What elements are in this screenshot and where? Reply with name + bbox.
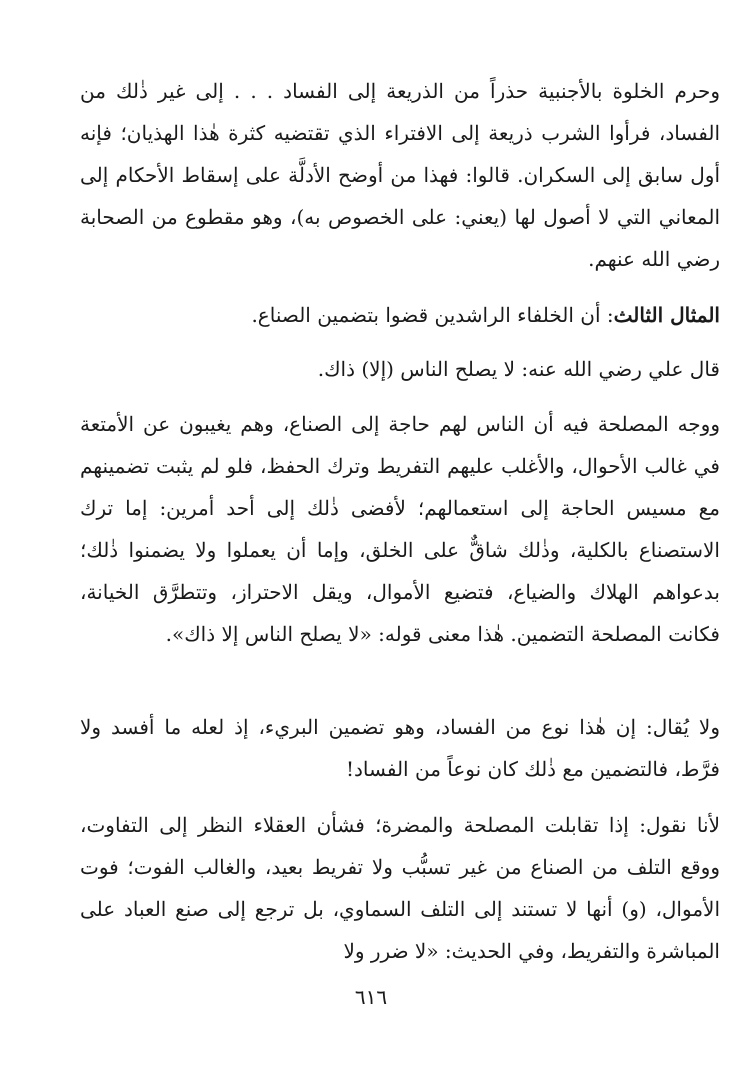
paragraph-ali-quote: قال علي رضي الله عنه: لا يصلح الناس (إلا) ذاك. xyxy=(317,357,720,381)
paragraph-third-example xyxy=(80,294,720,336)
paragraph-reasoning: ووجه المصلحة فيه أن الناس لهم حاجة إلى الصناع، وهم يغيبون عن الأمتعة في غالب الأحوال، والأغلب عليهم التفريط وترك الحفظ، فلو لم يثبت تضمينهم مع مسيس الحاجة إلى استعمالهم؛ لأفضى ذٰلك إلى أحد أمرين: إما ترك الاستصناع بالكلية، وذٰلك شاقٌّ على الخلق، وإما أن يعملوا ولا يضمنوا ذٰلك؛ بدعواهم الهلاك والضياع، فتضيع الأموال، ويقل الاحتراز، وتتطرَّق الخيانة، فكانت المصلحة التضمين. هٰذا معنى قوله: «لا يصلح الناس إلا ذاك». xyxy=(80,412,720,646)
third-example-heading: المثال الثالث xyxy=(613,303,720,327)
paragraph-intro: وحرم الخلوة بالأجنبية حذراً من الذريعة إلى الفساد . . . إلى غير ذٰلك من الفساد، فرأوا الشرب ذريعة إلى الافتراء الذي تقتضيه كثرة هٰذا الهذيان؛ فإنه أول سابق إلى السكران. قالوا: فهذا من أوضح الأدلَّة على إسقاط الأحكام إلى المعاني التي لا أصول لها (يعني: على الخصوص به)، وهو مقطوع من الصحابة رضي الله عنهم. xyxy=(80,79,721,271)
paragraph-objection: ولا يُقال: إن هٰذا نوع من الفساد، وهو تضمين البريء، إذ لعله ما أفسد ولا فرَّط، فالتضمين مع ذٰلك كان نوعاً من الفساد! xyxy=(80,715,720,781)
page-number: ٦١٦ xyxy=(354,985,388,1009)
paragraph-response: لأنا نقول: إذا تقابلت المصلحة والمضرة؛ فشأن العقلاء النظر إلى التفاوت، ووقع التلف من الصناع من غير تسبُّب ولا تفريط بعيد، والغالب الفوت؛ فوت الأموال، (و) أنها لا تستند إلى التلف السماوي، بل ترجع إلى صنع العباد على المباشرة والتفريط، وفي الحديث: «لا ضرر ولا xyxy=(80,813,720,963)
third-example-text: : أن الخلفاء الراشدين قضوا بتضمين الصناع. xyxy=(251,303,614,327)
